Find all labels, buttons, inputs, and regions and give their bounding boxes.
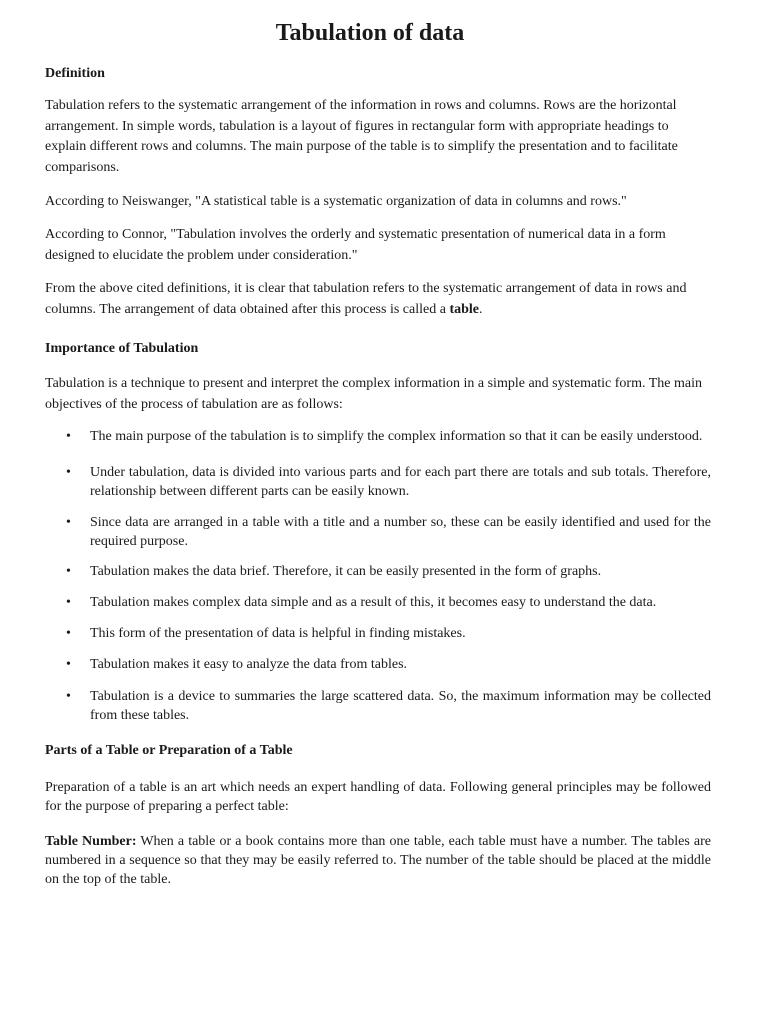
list-item: • Since data are arranged in a table with a title and a number so, these can be easily identified and used for the required purpose. bbox=[90, 514, 711, 551]
parts-intro: Preparation of a table is an art which needs an expert handling of data. Following general principles may be followed for the purpose of preparing a perfect table: bbox=[45, 780, 711, 814]
parts-heading: Parts of a Table or Preparation of a Table bbox=[45, 743, 293, 758]
list-item: • Tabulation makes it easy to analyze the data from tables. bbox=[90, 656, 711, 675]
conclusion-text: From the above cited definitions, it is clear that tabulation refers to the systematic arrangement of data in rows and columns. The arrangement of data obtained after this process is called a bbox=[45, 281, 687, 317]
list-item: • Under tabulation, data is divided into various parts and for each part there are totals and sub totals. Therefore, relationship between different parts can be easily known. bbox=[90, 464, 711, 501]
importance-heading: Importance of Tabulation bbox=[45, 341, 199, 356]
definition-heading: Definition bbox=[45, 66, 105, 81]
table-number-label: Table Number: bbox=[45, 834, 137, 849]
page-title: Tabulation of data bbox=[275, 20, 465, 46]
table-number-text: When a table or a book contains more than one table, each table must have a number. The tables are numbered in a sequence so that they may be easily referred to. The number of the table should be placed at the middle on the top of the table. bbox=[45, 834, 711, 887]
definition-conclusion bbox=[45, 279, 711, 320]
conclusion-bold-term: table bbox=[449, 301, 479, 317]
importance-intro: Tabulation is a technique to present and interpret the complex information in a simple and systematic form. The main objectives of the process of tabulation are as follows: bbox=[45, 376, 702, 412]
list-item: • Tabulation makes the data brief. Therefore, it can be easily presented in the form of graphs. bbox=[90, 563, 711, 582]
conclusion-period: . bbox=[479, 301, 483, 317]
neiswanger-quote: According to Neiswanger, "A statistical table is a systematic organization of data in columns and rows." bbox=[45, 194, 627, 209]
list-item: • The main purpose of the tabulation is to simplify the complex information so that it can be easily understood. bbox=[90, 428, 711, 447]
list-item: • This form of the presentation of data is helpful in finding mistakes. bbox=[90, 625, 711, 644]
connor-quote: According to Connor, "Tabulation involves the orderly and systematic presentation of numerical data in a form designed to elucidate the problem under consideration." bbox=[45, 227, 666, 263]
list-item: • Tabulation makes complex data simple and as a result of this, it becomes easy to understand the data. bbox=[90, 594, 711, 613]
definition-paragraph: Tabulation refers to the systematic arrangement of the information in rows and columns. Rows are the horizontal arrangement. In simple words, tabulation is a layout of figures in rectangular form with appropriate headings to explain different rows and columns. The main purpose of the table is to simplify the presentation and to facilitate comparisons. bbox=[45, 98, 678, 175]
table-number-paragraph bbox=[45, 832, 711, 889]
list-item: • Tabulation is a device to summaries the large scattered data. So, the maximum information may be collected from these tables. bbox=[90, 688, 711, 725]
